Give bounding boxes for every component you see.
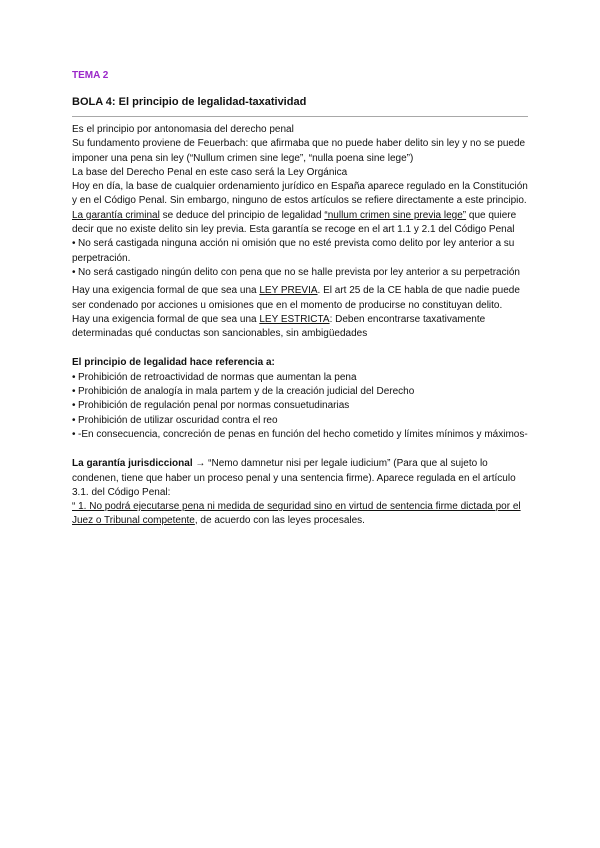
list-item [72,414,528,428]
referencia-heading: El principio de legalidad hace referencia a: [72,357,275,369]
list-item [72,266,528,280]
garantia-criminal-text-b: que quiere decir que no existe delito sin ley previa. Esta garantía se recoge en el art 1.1 y 2.1 del Código Penal [72,209,517,236]
ley-previa-text-a: Hay una exigencia formal de que sea una [72,285,260,297]
intro-paragraph-4: Hoy en día, la base de cualquier ordenamiento jurídico en España aparece regulado en la Constitución y en el Código Penal. Sin embargo, ninguno de estos artículos se refiere directamente a este principio. [72,181,528,207]
intro-paragraph-2: Su fundamento proviene de Feuerbach: que afirmaba que no puede haber delito sin ley y no se puede imponer una pena sin ley (“Nullum crimen sine lege”, “nulla poena sine lege”) [72,138,526,164]
list-item-text: No será castigado ningún delito con pena que no se halle prevista por ley anterior a su perpetración [78,266,520,278]
bullet-icon: • [72,371,76,383]
list-item [72,237,528,266]
ley-previa-paragraph [72,284,528,313]
ley-previa-term: LEY PREVIA [259,285,318,297]
bullet-icon: • [72,414,76,426]
document-page [72,70,528,529]
quote-rest: , de acuerdo con las leyes procesales. [194,515,365,527]
list-item-text: Prohibición de retroactividad de normas que aumentan la pena [78,371,357,383]
garantia-jurisdiccional-text: “Nemo damnetur nisi per legale iudicium” (Para que al sujeto lo condenen, tiene que haber un proceso penal y una sentencia firme). Aparece regulada en el artículo 3.1. del Código Penal: [72,458,516,498]
topic-label: TEMA 2 [72,70,109,81]
list-item-text: Prohibición de analogía in mala partem y de la creación judicial del Derecho [78,386,415,398]
garantia-criminal-text-a: se deduce del principio de legalidad [159,209,325,221]
list-item [72,428,528,442]
referencia-list [72,371,528,442]
list-item-text: -En consecuencia, concreción de penas en función del hecho cometido y límites mínimos y máximos- [78,428,528,440]
list-item [72,385,528,399]
ley-estricta-term: LEY ESTRICTA [259,313,330,325]
list-item-text: No será castigada ninguna acción ni omisión que no esté prevista como delito por ley anterior a su perpetración. [72,238,515,264]
title-divider [72,116,528,117]
list-item [72,399,528,413]
intro-paragraph-1: Es el principio por antonomasia del derecho penal [72,124,294,135]
section-title: BOLA 4: El principio de legalidad-taxatividad [72,96,307,108]
garantia-jurisdiccional-term: La garantía jurisdiccional [72,458,193,470]
garantia-criminal-bullets [72,237,528,280]
ley-estricta-text-a: Hay una exigencia formal de que sea una [72,313,260,325]
codigo-penal-quote [72,500,528,529]
bullet-icon: • [72,428,76,440]
ley-estricta-text-b: : Deben encontrarse taxativamente determinadas qué conductas son sancionables, sin ambigüedades [72,313,486,340]
garantia-criminal-paragraph [72,209,528,238]
arrow-icon: → [192,458,209,470]
intro-paragraph-3: La base del Derecho Penal en este caso será la Ley Orgánica [72,166,348,178]
ley-previa-text-b: . El art 25 de la CE habla de que nadie puede ser condenado por acciones u omisiones que en el momento de producirse no constituyan delito. [72,285,520,311]
ley-estricta-paragraph [72,313,528,342]
list-item-text: Prohibición de utilizar oscuridad contra el reo [78,414,278,426]
latin-maxim: “nullum crimen sine previa lege” [324,209,467,221]
list-item-text: Prohibición de regulación penal por normas consuetudinarias [78,400,350,412]
quote-underlined: “ 1. No podrá ejecutarse pena ni medida de seguridad sino en virtud de sentencia firme dictada por el Juez o Tribunal competente [72,501,521,527]
bullet-icon: • [72,238,76,250]
garantia-jurisdiccional-paragraph [72,457,528,500]
garantia-criminal-term: La garantía criminal [72,209,160,221]
bullet-icon: • [72,266,76,278]
list-item [72,371,528,385]
bullet-icon: • [72,400,76,412]
bullet-icon: • [72,386,76,398]
